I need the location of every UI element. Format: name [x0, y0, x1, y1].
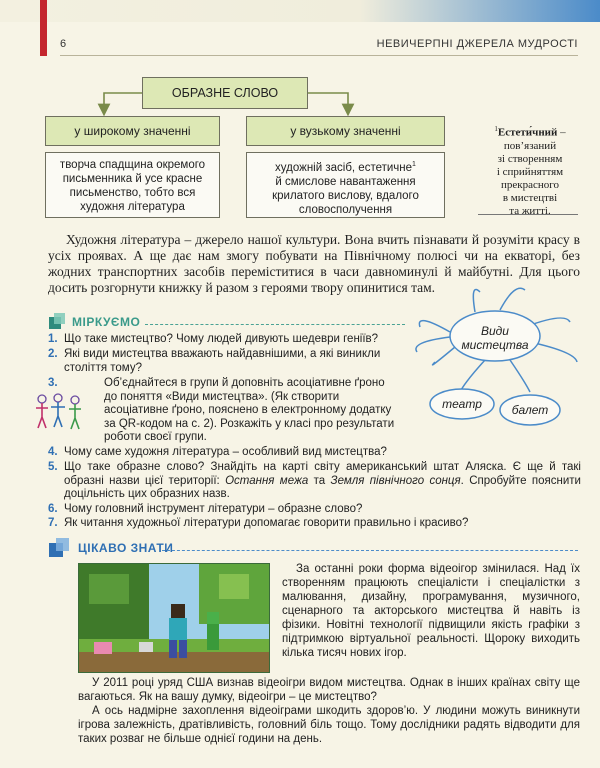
interesting-paragraph-3: А ось надмірне захоплення відеоіграми шкодить здоров’ю. У людини можуть виникнути ігрова залежність, дратівливість, головний біль тощо. Тому дослідники радять відводити для таких розваг не більше однієї години на день. — [78, 705, 580, 745]
interesting-paragraph-1: За останні роки форма відеоігор змінилася. Над їх створенням працюють спеціалісти і спеціалістки з малювання, дизайну, програмування, музичного, сценарного та акторського мистецтва й навіть із фізики. Новітні технології підвищили якість графіки з підтримкою віртуальної реальності. Щороку виходить кілька тисяч нових ігор. — [282, 563, 580, 659]
interesting-section-rule — [162, 550, 578, 551]
footnote-line-5: в мистецтві — [502, 191, 558, 204]
question-6 — [48, 503, 568, 517]
footnote-underline — [478, 214, 578, 215]
right-text-line-3: крилатого вислову, вдалого — [272, 189, 419, 202]
question-number: 1. — [48, 333, 58, 345]
running-title: НЕВИЧЕРПНІ ДЖЕРЕЛА МУДРОСТІ — [376, 38, 578, 50]
footnote-mark: 1 — [494, 125, 498, 133]
question-text: Які види мистецтва вважають найдавнішими, а які виникли століття тому? — [64, 348, 381, 374]
mindmap-center-line-2: мистецтва — [461, 338, 529, 352]
footnote-line-4: прекрасного — [500, 178, 559, 191]
mindmap-node-ballet: балет — [511, 403, 549, 417]
footnote-line-3: і сприйняттям — [496, 165, 564, 178]
question-number: 6. — [48, 503, 58, 515]
question-number: 5. — [48, 461, 58, 473]
question-text: Об’єднайтеся в групи й доповніть асоціативне ґроно до поняття «Види мистецтва». (Як створити асоціативне ґроно, пояснено в електронному додатку за QR-кодом на с. 2). Розкажіть у класі про результати роботи своєї групи. — [104, 377, 395, 443]
right-text-line-1: художній засіб, естетичне — [275, 161, 413, 174]
q5-part2: та — [308, 474, 331, 487]
mindmap-center-line-1: Види — [481, 324, 509, 338]
question-text: Чому саме художня література – особливий вид мистецтва? — [64, 446, 387, 458]
right-text-line-4: словосполучення — [298, 203, 393, 216]
teal-square-icon — [49, 313, 65, 329]
children-drawing-icon — [33, 392, 85, 434]
diagram-left-heading: у широкому значенні — [45, 116, 220, 146]
question-3 — [48, 377, 400, 445]
question-number: 3. — [48, 377, 58, 389]
page-number: 6 — [60, 38, 67, 50]
intro-paragraph: Художня література – джерело нашої культури. Вона вчить пізнавати й розуміти красу в усіх проявах. А ще дає нам змогу побувати на Північному полюсі чи на екваторі, без жодних транспортних засобів переміститися в часи давноминулі й майбутні. Для цього досить розгорнути книжку й разом з героями твору опинитися там. — [48, 232, 580, 295]
question-text — [64, 461, 581, 502]
footnote-line-1: – пов’язаний — [503, 126, 566, 152]
blue-square-icon — [49, 538, 73, 558]
minecraft-scene-image — [78, 563, 270, 673]
diagram-right-text — [246, 152, 445, 218]
footnote-line-2: зі створенням — [497, 152, 563, 165]
diagram-right-heading: у вузькому значенні — [246, 116, 445, 146]
question-7 — [48, 517, 568, 531]
think-section-title: МІРКУЄМО — [72, 315, 141, 329]
mindmap-lines — [405, 272, 595, 452]
question-5 — [48, 461, 581, 502]
q5-part3: . Спробуйте пояснити доцільність цих образних назв. — [64, 474, 581, 500]
footnote — [475, 123, 585, 218]
footnote-ref: 1 — [412, 161, 416, 168]
q5-italic1: Остання межа — [225, 474, 309, 487]
diagram-left-text: творча спадщина окремого письменника й усе красне письменство, тобто вся художня література — [45, 152, 220, 218]
mindmap-center — [450, 324, 540, 352]
question-text: Як читання художньої літератури допомагає говорити правильно і красиво? — [64, 517, 469, 529]
question-number: 2. — [48, 348, 58, 360]
question-number: 7. — [48, 517, 58, 529]
diagram-top-box: ОБРАЗНЕ СЛОВО — [142, 77, 308, 109]
think-section-rule — [145, 324, 405, 325]
mindmap-node-theatre: театр — [442, 397, 482, 411]
right-text-line-2: й смислове навантаження — [275, 175, 416, 188]
interesting-paragraph-2: У 2011 році уряд США визнав відеоігри видом мистецтва. Однак в інших країнах світу ще вагаються. Як на вашу думку, відеоігри – це мистецтво? — [78, 677, 580, 703]
question-text: Що таке мистецтво? Чому людей дивують шедеври геніїв? — [64, 333, 379, 345]
question-2 — [48, 348, 398, 375]
question-text: Чому головний інструмент літератури – образне слово? — [64, 503, 363, 515]
q5-italic2: Земля північного сонця — [330, 474, 461, 487]
footnote-term: Естети́чний — [497, 126, 558, 139]
q5-part1: Що таке образне слово? Знайдіть на карті світу американський штат Аляска. Є ще й такі образні назви цієї території: — [64, 461, 581, 487]
question-number: 4. — [48, 446, 58, 458]
interesting-section-title: ЦІКАВО ЗНАТИ — [78, 541, 174, 555]
footnote-line-6: та житті. — [509, 204, 551, 217]
question-1 — [48, 333, 398, 347]
